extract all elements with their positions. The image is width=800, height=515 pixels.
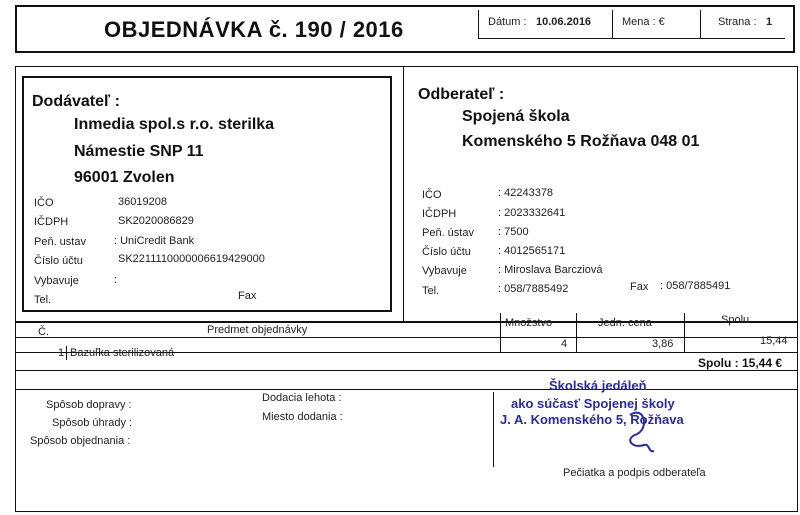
table-col-qty: Množstvo [505, 317, 553, 329]
delivery-time-label: Dodacia lehota : [262, 392, 342, 404]
supplier-icdph-label: IČDPH [34, 216, 69, 228]
buyer-contact-value: : Miroslava Barcziová [498, 264, 603, 276]
buyer-account-label: Číslo účtu [422, 246, 471, 258]
table-col-divider [684, 313, 685, 353]
currency-label: Mena : € [622, 16, 665, 28]
supplier-city: 96001 Zvolen [74, 169, 175, 186]
date-label: Dátum : [488, 16, 527, 28]
order-sum: Spolu : 15,44 € [698, 356, 783, 370]
school-stamp-line-3: J. A. Komenského 5, Rožňava [500, 412, 684, 427]
header-divider [612, 10, 613, 38]
date-value: 10.06.2016 [536, 16, 592, 28]
table-sum-rule [15, 370, 798, 371]
table-col-no: Č. [38, 326, 49, 338]
table-col-total: Spolu [721, 314, 750, 326]
school-stamp-line-1: Školská jedáleň [549, 378, 647, 393]
table-col-divider [576, 313, 577, 353]
table-col-item: Predmet objednávky [207, 324, 308, 336]
signature-scribble [620, 405, 660, 455]
buyer-ico-label: IČO [422, 189, 442, 201]
buyer-address: Komenského 5 Rožňava 048 01 [462, 133, 700, 150]
ordering-label: Spôsob objednania : [30, 435, 131, 447]
buyer-bank-value: : 7500 [498, 226, 529, 238]
supplier-icdph-value: SK2020086829 [118, 215, 194, 227]
row-item: Bazuľka sterilizovaná [70, 347, 175, 359]
supplier-fax-label: Fax [238, 290, 257, 302]
buyer-contact-label: Vybavuje [422, 265, 467, 277]
buyer-divider [403, 67, 404, 321]
table-col-price: Jedn. cena [598, 317, 652, 329]
delivery-place-label: Miesto dodania : [262, 411, 343, 423]
supplier-bank-value: : UniCredit Bank [114, 235, 195, 247]
header-divider [478, 10, 479, 38]
order-title: OBJEDNÁVKA č. 190 / 2016 [104, 17, 404, 42]
buyer-bank-label: Peň. ústav [422, 227, 474, 239]
table-col-divider [500, 313, 501, 353]
row-price: 3,86 [652, 338, 674, 350]
row-number: 1 [58, 347, 65, 359]
supplier-name: Inmedia spol.s r.o. sterilka [74, 116, 275, 133]
buyer-ico-value: : 42243378 [498, 187, 554, 199]
row-qty: 4 [561, 338, 568, 350]
supplier-phone-label: Tel. [34, 294, 52, 306]
buyer-icdph-value: : 2023332641 [498, 207, 566, 219]
supplier-ico-value: 36019208 [118, 196, 167, 208]
buyer-fax-label: Fax [630, 281, 649, 293]
buyer-phone-value: : 058/7885492 [498, 283, 569, 295]
supplier-heading: Dodávateľ : [32, 93, 120, 110]
buyer-heading: Odberateľ : [418, 86, 505, 103]
buyer-fax-value: : 058/7885491 [660, 280, 731, 292]
row-total: 15,44 [760, 335, 788, 347]
page-value: 1 [766, 16, 773, 28]
buyer-account-value: : 4012565171 [498, 245, 566, 257]
transport-label: Spôsob dopravy : [46, 399, 132, 411]
table-top-border [15, 321, 798, 323]
signature-divider [493, 392, 494, 467]
table-col-divider [66, 346, 67, 360]
buyer-name: Spojená škola [462, 108, 570, 125]
table-header-rule [15, 337, 798, 338]
supplier-account-label: Číslo účtu [34, 255, 83, 267]
school-stamp-line-2: ako súčasť Spojenej školy [511, 396, 675, 411]
buyer-icdph-label: IČDPH [422, 208, 457, 220]
buyer-phone-label: Tel. [422, 285, 440, 297]
payment-label: Spôsob úhrady : [52, 417, 133, 429]
supplier-account-value: SK2211110000006619429000 [118, 253, 265, 265]
supplier-contact-value: : [114, 274, 118, 286]
supplier-street: Námestie SNP 11 [74, 143, 204, 160]
page-label: Strana : [718, 16, 757, 28]
header-underline [478, 38, 785, 39]
supplier-ico-label: IČO [34, 197, 54, 209]
supplier-bank-label: Peň. ustav [34, 236, 86, 248]
supplier-contact-label: Vybavuje [34, 275, 79, 287]
table-bottom-rule [15, 389, 798, 390]
header-divider [700, 10, 701, 38]
signature-label: Pečiatka a podpis odberateľa [563, 467, 706, 479]
